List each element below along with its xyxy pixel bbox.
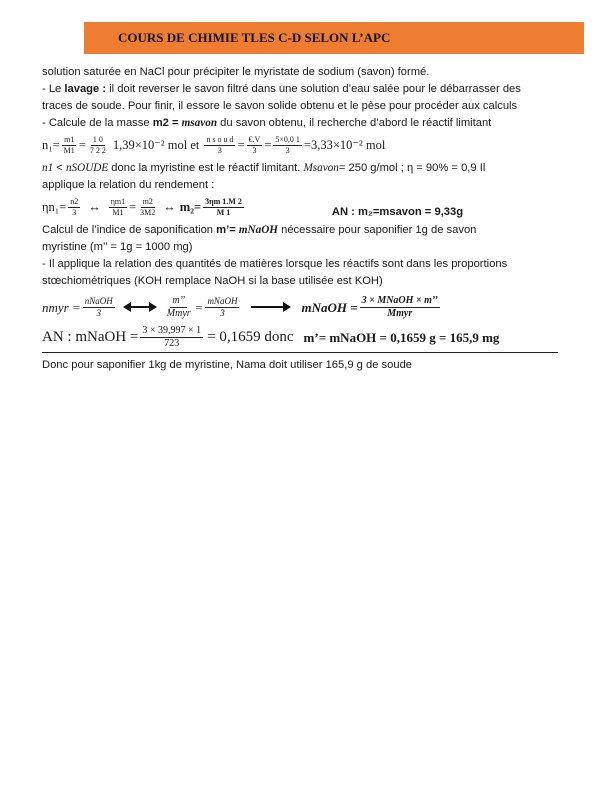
equation-stoichiometry (42, 292, 572, 322)
eq-term: = (194, 299, 204, 315)
text-span: donc la myristine est le réactif limitant. (108, 162, 304, 174)
eq-term: ηn₁= (42, 199, 67, 214)
m-savon-symbol: msavon (181, 117, 218, 129)
fraction (247, 136, 263, 155)
equation-numeric-result (42, 322, 558, 353)
fraction-num: ηm1 (110, 196, 126, 206)
text-line: Donc pour saponifier 1kg de myristine, Nama doit utiliser 165,9 g de soude (42, 359, 413, 371)
equation-yield (42, 195, 572, 219)
fraction (68, 198, 80, 217)
double-arrow-icon: ↔ (88, 199, 101, 214)
fraction-den: 3 (96, 307, 101, 318)
fraction (138, 198, 157, 217)
m2-result: AN : m₂=msavon = 9,33g (331, 205, 464, 218)
text-span: - Le (42, 83, 65, 95)
header-banner (84, 22, 584, 54)
text-line (42, 222, 572, 239)
eq-term: 1,39×10⁻² mol et (112, 137, 200, 152)
fraction (273, 136, 302, 155)
fraction-num: 3ηm 1.M 2 (205, 196, 242, 206)
fraction (165, 296, 193, 319)
eq-term: mNaOH = (301, 299, 358, 315)
fraction (140, 326, 203, 349)
eq-term: = (129, 199, 137, 214)
fraction (203, 198, 244, 217)
eq-term: nmyr = (42, 299, 81, 315)
text-line: applique la relation du rendement : (42, 179, 215, 191)
fraction (204, 136, 235, 155)
fraction-num: n s o u d (206, 134, 234, 144)
text-span: Calcul de l’indice de saponification (42, 224, 217, 236)
fraction-num: 3 × 39,997 × 1 (142, 324, 202, 336)
eq-term: = (78, 137, 86, 152)
eq-term: AN : mNaOH = (42, 328, 139, 345)
eq-term: =3,33×10⁻² mol (303, 137, 386, 152)
text-span: nécessaire pour saponifier 1g de savon (278, 224, 477, 236)
fraction-num: n2 (70, 196, 79, 206)
fraction-den: 3M2 (140, 207, 156, 217)
fraction-num: 5×0,0 1 (275, 134, 300, 144)
fraction-num: mNaOH (207, 295, 238, 306)
fraction-num: 1 0 (92, 134, 103, 144)
text-span: - Calcule de la masse (42, 117, 153, 129)
n-soude-symbol: nSOUDE (65, 162, 109, 174)
eq-term: = (264, 137, 272, 152)
fraction (83, 297, 115, 318)
m-naoh-symbol: mNaOH (238, 224, 278, 236)
fraction-den: Mmyr (166, 307, 191, 319)
fraction-den: M 1 (216, 207, 231, 217)
text-line (42, 115, 572, 132)
fraction-den: 3 (72, 207, 77, 217)
eq-term: n₁= (42, 137, 60, 152)
text-span: = 250 g/mol ; η = 90% = 0,9 Il (338, 162, 486, 174)
fraction-den: 723 (164, 337, 180, 349)
eq-term: = 0,1659 donc (207, 328, 294, 345)
text-span: du savon obtenu, il recherche d’abord le réactif limitant (217, 117, 492, 129)
final-result: m’= mNaOH = 0,1659 g = 165,9 mg (303, 329, 500, 345)
text-span: < (53, 162, 66, 174)
text-line: solution saturée en NaCl pour précipiter le myristate de sodium (savon) formé. (42, 66, 430, 78)
eq-term: = (237, 137, 245, 152)
fraction (109, 198, 127, 217)
fraction-num: m1 (64, 134, 75, 144)
fraction (360, 296, 440, 319)
fraction-den: Mmyr (387, 307, 413, 319)
text-line: traces de soude. Pour finir, il essore le savon solide obtenu et le pèse pour procéder aux calculs (42, 100, 518, 112)
fraction-num: nNaOH (84, 295, 113, 306)
text-line (42, 160, 572, 177)
m2-label: m2 = (152, 117, 182, 129)
text-line: myristine (m’’ = 1g = 1000 mg) (42, 241, 193, 253)
lavage-label: lavage : (64, 83, 107, 95)
fraction-den: 3 (285, 145, 290, 155)
right-arrow-icon (251, 301, 291, 313)
fraction-den: 3 (217, 145, 222, 155)
fraction-den: M1 (112, 207, 124, 217)
equation-limiting-reactant (42, 133, 572, 157)
fraction-den: 7 2 2 (89, 145, 106, 155)
fraction (62, 136, 77, 155)
double-arrow-icon (123, 301, 157, 313)
fraction (88, 136, 108, 155)
text-line (42, 81, 572, 98)
text-line: stœchiométriques (KOH remplace NaOH si la base utilisée est KOH) (42, 275, 383, 287)
text-line: - Il applique la relation des quantités de matières lorsque les réactifs sont dans les proportions (42, 258, 508, 270)
fraction-num: m’’ (172, 294, 186, 306)
fraction-num: m2 (142, 196, 153, 206)
double-arrow-icon: ↔ (163, 199, 176, 214)
fraction-den: 3 (252, 145, 257, 155)
text-span: m’= (216, 224, 239, 236)
fraction-num: 3 × MNaOH × m’’ (361, 294, 438, 306)
document-body (42, 64, 572, 374)
page-title: COURS DE CHIMIE TLES C-D SELON L’APC (118, 30, 391, 45)
eq-term: m₂= (179, 199, 202, 214)
m-savon-molar-symbol: Msavon (303, 162, 339, 174)
fraction-num: €.V (248, 134, 261, 144)
n1-symbol: n1 (42, 162, 54, 174)
fraction-den: 3 (220, 307, 225, 318)
fraction-den: M1 (63, 145, 75, 155)
fraction (205, 297, 239, 318)
text-span: il doit reverser le savon filtré dans une solution d’eau salée pour le débarrasser des (106, 83, 521, 95)
